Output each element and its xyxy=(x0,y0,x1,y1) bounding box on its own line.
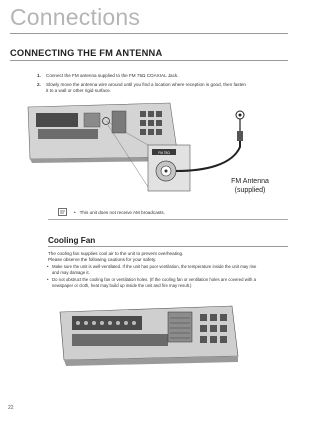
fm-antenna-label-line1: FM Antenna xyxy=(231,178,269,185)
cooling-fan-title: Cooling Fan xyxy=(48,236,96,245)
cooling-bullet-2-line1: • Do not obstruct the cooling fan or ventilation holes. (If the cooling fan or ventilation holes are covered with a xyxy=(52,277,256,282)
title-divider xyxy=(10,33,288,34)
page-title: Connections xyxy=(10,4,141,30)
cooling-bullet-1 xyxy=(52,264,274,275)
antenna-connector xyxy=(237,131,243,141)
fm-antenna-label-line2: (supplied) xyxy=(234,186,266,194)
input-jacks-2 xyxy=(200,314,227,343)
zoom-jack-label: FM 75Ω xyxy=(158,150,170,155)
coax-jack-pin xyxy=(165,170,168,173)
step-2-text-line2: it to a wall or other rigid surface. xyxy=(46,88,112,93)
cooling-intro-line1: The cooling fan supplies cool air to the unit to prevent overheating. xyxy=(48,251,184,256)
cooling-divider xyxy=(48,246,288,247)
fan-vent xyxy=(112,111,126,133)
output-jacks xyxy=(84,113,100,127)
note-text-content: This unit does not receive AM broadcasts. xyxy=(79,210,165,215)
cooling-bullet-2-line2: newspaper or cloth, heat may build up inside the unit and fire may result.) xyxy=(52,282,192,288)
cooling-fan-diagram xyxy=(0,298,300,378)
cooling-intro-line2: Please observe the following cautions for your safety. xyxy=(48,257,157,262)
cooling-fan xyxy=(168,312,192,342)
section-divider xyxy=(10,60,288,61)
connector-row xyxy=(38,129,98,139)
connector-row-2 xyxy=(72,334,168,346)
step-2 xyxy=(37,82,246,94)
note-divider xyxy=(48,219,288,220)
cooling-bullet-1-line1: • Make sure the unit is well-ventilated. If the unit has poor ventilation, the temperature inside the unit may rise xyxy=(52,264,257,269)
page-number: 22 xyxy=(8,405,14,411)
cooling-bullet-1-line2: and may damage it. xyxy=(52,269,90,275)
speaker-terminals-2 xyxy=(72,316,142,330)
fm-antenna-label xyxy=(220,178,280,195)
step-1 xyxy=(37,73,179,79)
cooling-intro xyxy=(48,251,183,263)
step-2-text-line1: Slowly move the antenna wire around until you find a location where reception is good, then fasten xyxy=(46,82,246,87)
section-title: CONNECTING THE FM ANTENNA xyxy=(10,48,163,58)
note-icon xyxy=(58,208,67,216)
step-1-number: 1. xyxy=(37,73,41,78)
note-text: • This unit does not receive AM broadcasts. xyxy=(74,210,165,215)
speaker-terminals xyxy=(36,113,78,127)
step-1-text: Connect the FM antenna supplied to the FM 75Ω COAXIAL Jack. xyxy=(46,73,179,78)
antenna-tip-center xyxy=(239,114,242,117)
step-2-number: 2. xyxy=(37,82,41,87)
cooling-bullet-2 xyxy=(52,277,274,288)
input-jacks xyxy=(140,111,162,135)
